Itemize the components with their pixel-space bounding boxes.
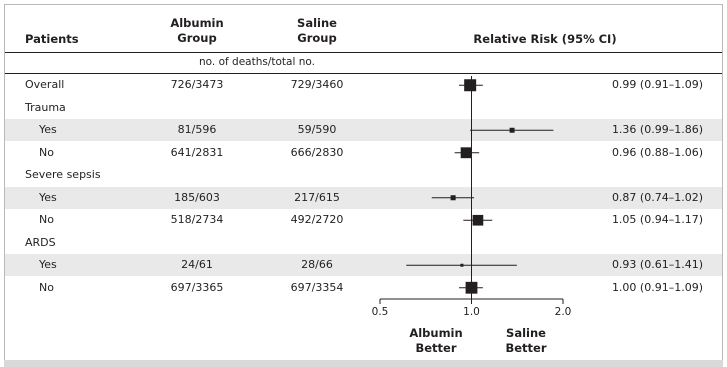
- point-estimate-marker: [464, 79, 476, 91]
- row-label: No: [39, 145, 54, 159]
- saline-count: 59/590: [297, 123, 337, 136]
- saline-count: 492/2720: [290, 213, 344, 226]
- row-label: Severe sepsis: [25, 168, 101, 181]
- row-label: Yes: [39, 123, 57, 136]
- row-label: Trauma: [25, 100, 66, 114]
- x-tick-label: 0.5: [371, 306, 389, 318]
- row-label: Yes: [39, 258, 57, 271]
- row-label: No: [39, 213, 54, 226]
- relative-risk-value: 0.96 (0.88–1.06): [611, 145, 703, 159]
- row-label: ARDS: [25, 235, 56, 249]
- saline-count: 697/3354: [290, 280, 344, 294]
- point-estimate-marker: [466, 282, 478, 294]
- bottom-band: [4, 360, 723, 367]
- saline-better-line2: Better: [505, 341, 547, 355]
- saline-better-line1: Saline: [506, 326, 546, 340]
- albumin-count: 24/61: [181, 258, 213, 271]
- saline-count: 729/3460: [290, 78, 344, 91]
- albumin-count: 697/3365: [170, 280, 224, 294]
- albumin-header-line1: Albumin: [170, 16, 224, 30]
- relative-risk-value: 1.05 (0.94–1.17): [611, 213, 703, 226]
- albumin-better-line2: Better: [415, 341, 457, 355]
- relative-risk-value: 0.87 (0.74–1.02): [611, 190, 703, 204]
- point-estimate-marker: [473, 215, 484, 226]
- relative-risk-header: Relative Risk (95% CI): [473, 32, 617, 46]
- relative-risk-value: 1.36 (0.99–1.86): [611, 123, 703, 136]
- albumin-count: 518/2734: [170, 213, 224, 226]
- albumin-count: 81/596: [177, 123, 217, 136]
- point-estimate-marker: [460, 264, 463, 267]
- albumin-count: 641/2831: [170, 145, 224, 159]
- saline-count: 666/2830: [290, 145, 344, 159]
- relative-risk-value: 1.00 (0.91–1.09): [611, 280, 703, 294]
- saline-count: 217/615: [294, 190, 340, 204]
- relative-risk-value: 0.99 (0.91–1.09): [611, 78, 703, 91]
- saline-header-line1: Saline: [297, 16, 337, 30]
- x-tick-label: 2.0: [554, 306, 572, 318]
- saline-count: 28/66: [301, 258, 333, 271]
- albumin-count: 185/603: [174, 190, 220, 204]
- forest-plot-svg: [5, 5, 722, 360]
- patients-header: Patients: [25, 32, 79, 46]
- albumin-header-line2: Group: [177, 31, 217, 45]
- saline-header-line2: Group: [297, 31, 337, 45]
- point-estimate-marker: [451, 195, 456, 200]
- point-estimate-marker: [510, 128, 515, 133]
- row-label: Yes: [39, 190, 57, 204]
- saline-better-label: [496, 326, 556, 356]
- albumin-better-line1: Albumin: [409, 326, 463, 340]
- albumin-count: 726/3473: [170, 78, 224, 91]
- albumin-better-label: [404, 326, 468, 356]
- relative-risk-value: 0.93 (0.61–1.41): [611, 258, 703, 271]
- point-estimate-marker: [461, 147, 472, 158]
- row-label: No: [39, 280, 54, 294]
- x-tick-label: 1.0: [463, 306, 480, 318]
- forest-plot-figure: [4, 4, 723, 361]
- units-subheader: no. of deaths/total no.: [199, 56, 315, 68]
- row-label: Overall: [25, 78, 65, 91]
